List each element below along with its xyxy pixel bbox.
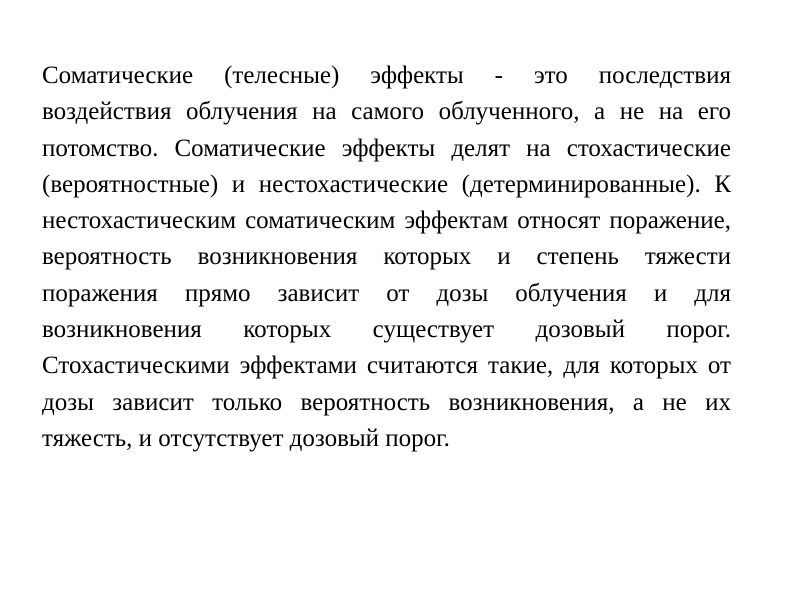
body-paragraph: Соматические (телесные) эффекты - это последствия воздействия облучения на самого облученного, а не на его потомство. Соматические эффекты делят на стохастические (вероятностные) и нестохастические (детерминированные). К нестохастическим соматическим эффектам относят поражение, вероятность возникновения которых и степень тяжести поражения прямо зависит от дозы облучения и для возникновения которых существует дозовый порог. Стохастическими эффектами считаются такие, для которых от дозы зависит только вероятность возникновения, а не их тяжесть, и отсутствует дозовый порог.	[42, 62, 731, 452]
